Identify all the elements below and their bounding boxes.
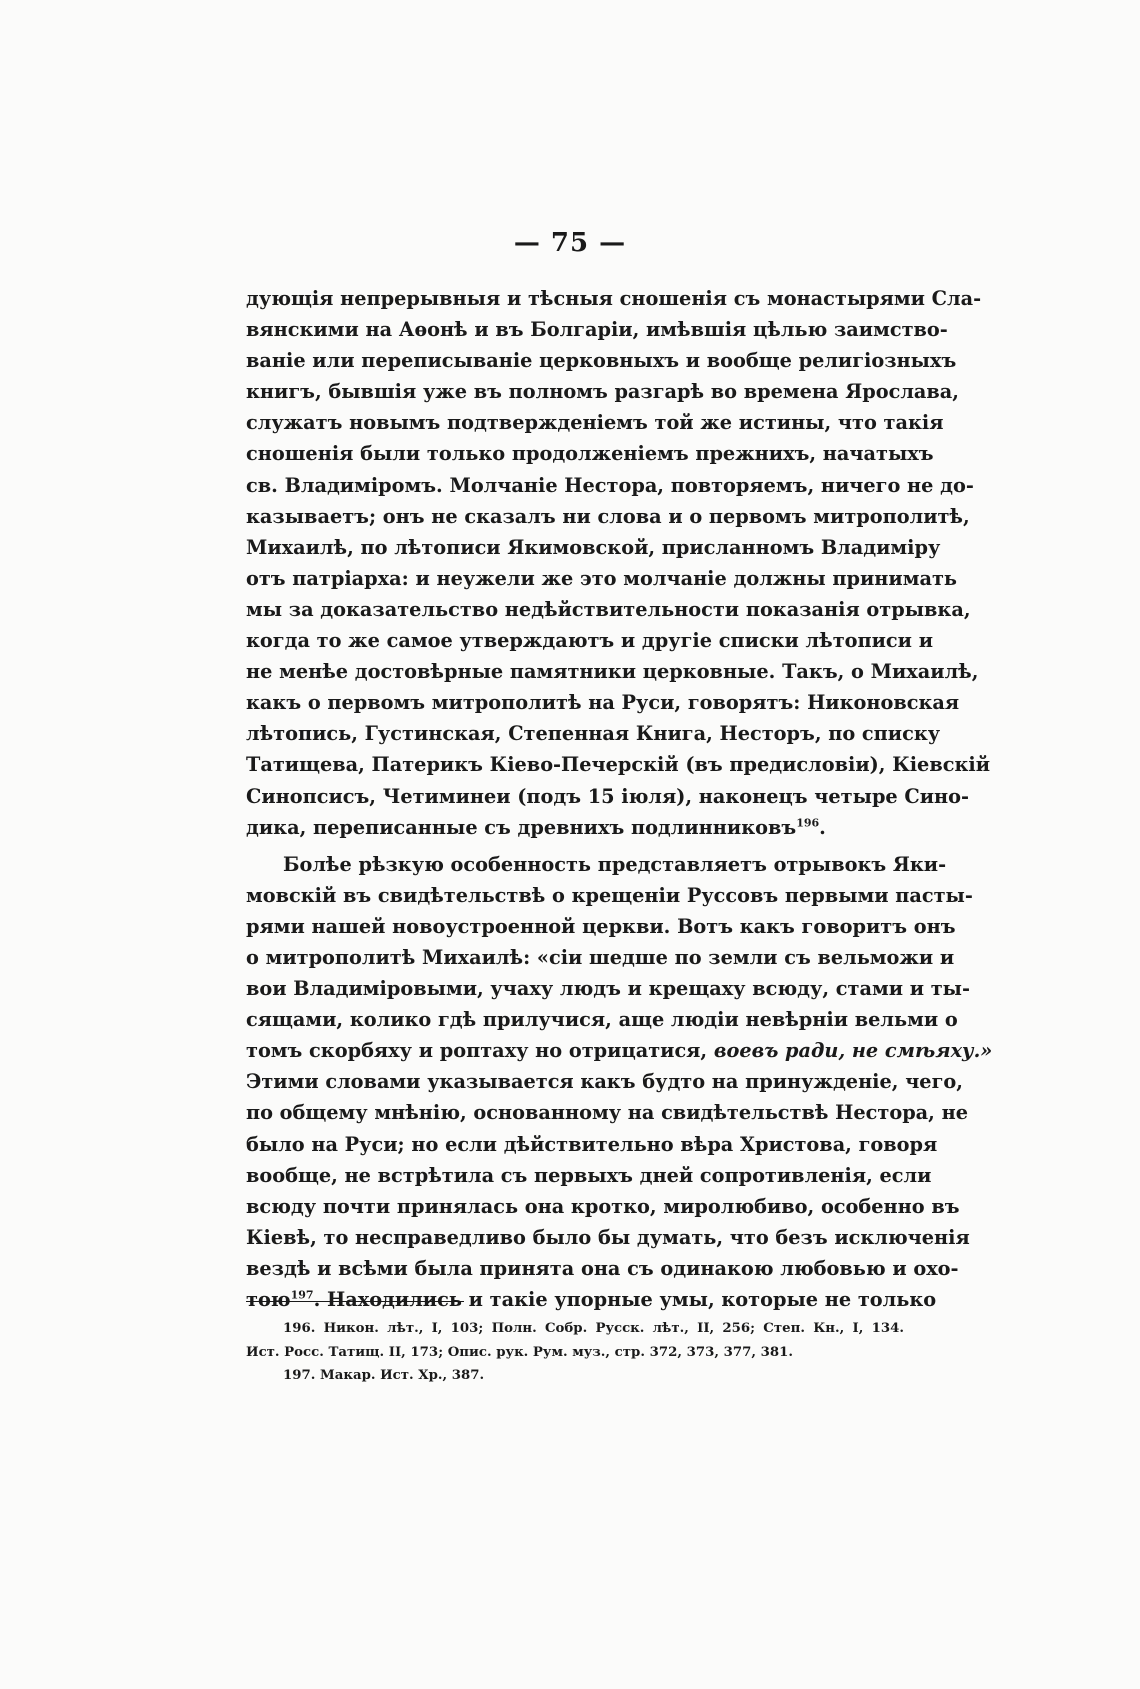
text-line: вообще, не встрѣтила съ первыхъ дней сопротивленія, если (246, 1163, 932, 1187)
text-line: вянскими на Аѳонѣ и въ Болгаріи, имѣвшія цѣлью заимство- (246, 318, 948, 342)
text-line: вои Владиміровыми, учаху людъ и крещаху всюду, стами и ты- (246, 977, 970, 1001)
footnote-ref-197: 197 (290, 1288, 314, 1302)
text-fragment: томъ скорбяху и роптаху но отрицатися, (246, 1039, 714, 1063)
text-line: сящами, колико гдѣ прилучися, аще людіи невѣрніи вельми о (246, 1008, 958, 1032)
text-line: вездѣ и всѣми была принята она съ одинакою любовью и охо- (246, 1256, 959, 1280)
text-line: казываетъ; онъ не сказалъ ни слова и о первомъ митрополитѣ, (246, 504, 970, 528)
paragraph-1 (246, 283, 991, 843)
main-text (246, 283, 993, 1315)
text-line-last (246, 1284, 937, 1315)
text-line: Этими словами указывается какъ будто на принужденіе, чего, (246, 1070, 963, 1094)
text-line: Кіевѣ, то несправедливо было бы думать, что безъ исключенія (246, 1225, 970, 1249)
text-line: по общему мнѣнію, основанному на свидѣтельствѣ Нестора, не (246, 1101, 968, 1125)
text-line: мы за доказательство недѣйствительности показанія отрывка, (246, 597, 971, 621)
text-fragment: . Находились и такіе упорные умы, которые не только (313, 1288, 937, 1311)
footnote-196-line-1: 196. Никон. лѣт., I, 103; Полн. Собр. Русск. лѣт., II, 256; Степ. Кн., I, 134. (283, 1321, 904, 1336)
footnotes (246, 1317, 904, 1388)
text-line: книгъ, бывшія уже въ полномъ разгарѣ во времена Ярослава, (246, 380, 960, 404)
text-line: сношенія были только продолженіемъ прежнихъ, начатыхъ (246, 442, 934, 466)
text-line: о митрополитѣ Михаилѣ: «сіи шедше по земли съ вельможи и (246, 945, 955, 969)
text-line: было на Руси; но если дѣйствительно вѣра Христова, говоря (246, 1132, 938, 1156)
footnote-197: 197. Макар. Ист. Хр., 387. (283, 1368, 485, 1383)
italic-quote: воевъ ради, не смѣяху.» (713, 1039, 993, 1063)
text-line: мовскій въ свидѣтельствѣ о крещеніи Руссовъ первыми пасты- (246, 883, 973, 907)
text-line: Синопсисъ, Четиминеи (подъ 15 іюля), наконецъ четыре Сино- (246, 784, 970, 808)
paragraph-2 (246, 849, 993, 1315)
text-fragment: . (819, 815, 826, 839)
text-line: ваніе или переписываніе церковныхъ и вообще религіозныхъ (246, 349, 957, 373)
text-line: когда то же самое утверждаютъ и другіе списки лѣтописи и (246, 629, 933, 653)
page-number: — 75 — (513, 228, 627, 258)
text-line: не менѣе достовѣрные памятники церковные. Такъ, о Михаилѣ, (246, 660, 979, 684)
footnote-ref-196: 196 (796, 816, 820, 830)
text-line: Татищева, Патерикъ Кіево-Печерскій (въ предисловіи), Кіевскій (246, 753, 991, 777)
text-line: какъ о первомъ митрополитѣ на Руси, говорятъ: Никоновская (246, 691, 960, 715)
text-line-last (246, 812, 904, 843)
text-line: рями нашей новоустроенной церкви. Вотъ какъ говоритъ онъ (246, 914, 956, 938)
text-line: Болѣе рѣзкую особенность представляетъ отрывокъ Яки- (283, 852, 947, 876)
text-line: всюду почти принялась она кротко, миролюбиво, особенно въ (246, 1194, 960, 1218)
text-line: служатъ новымъ подтвержденіемъ той же истины, что такія (246, 411, 944, 435)
footnote-196-line-2: Ист. Росс. Татищ. II, 173; Опис. рук. Рум. муз., стр. 372, 373, 377, 381. (246, 1344, 794, 1360)
text-line-with-italic (246, 1035, 993, 1066)
text-line: Михаилѣ, по лѣтописи Якимовской, присланномъ Владиміру (246, 535, 941, 559)
text-line: св. Владиміромъ. Молчаніе Нестора, повторяемъ, ничего не до- (246, 473, 974, 497)
footnote-divider (246, 1301, 464, 1302)
text-fragment: тою (246, 1288, 291, 1311)
text-line: отъ патріарха: и неужели же это молчаніе должны принимать (246, 566, 957, 590)
text-fragment: дика, переписанные съ древнихъ подлинниковъ (246, 815, 797, 839)
text-line: дующія непрерывныя и тѣсныя сношенія съ монастырями Сла- (246, 287, 982, 310)
text-line: лѣтопись, Густинская, Степенная Книга, Несторъ, по списку (246, 722, 941, 746)
